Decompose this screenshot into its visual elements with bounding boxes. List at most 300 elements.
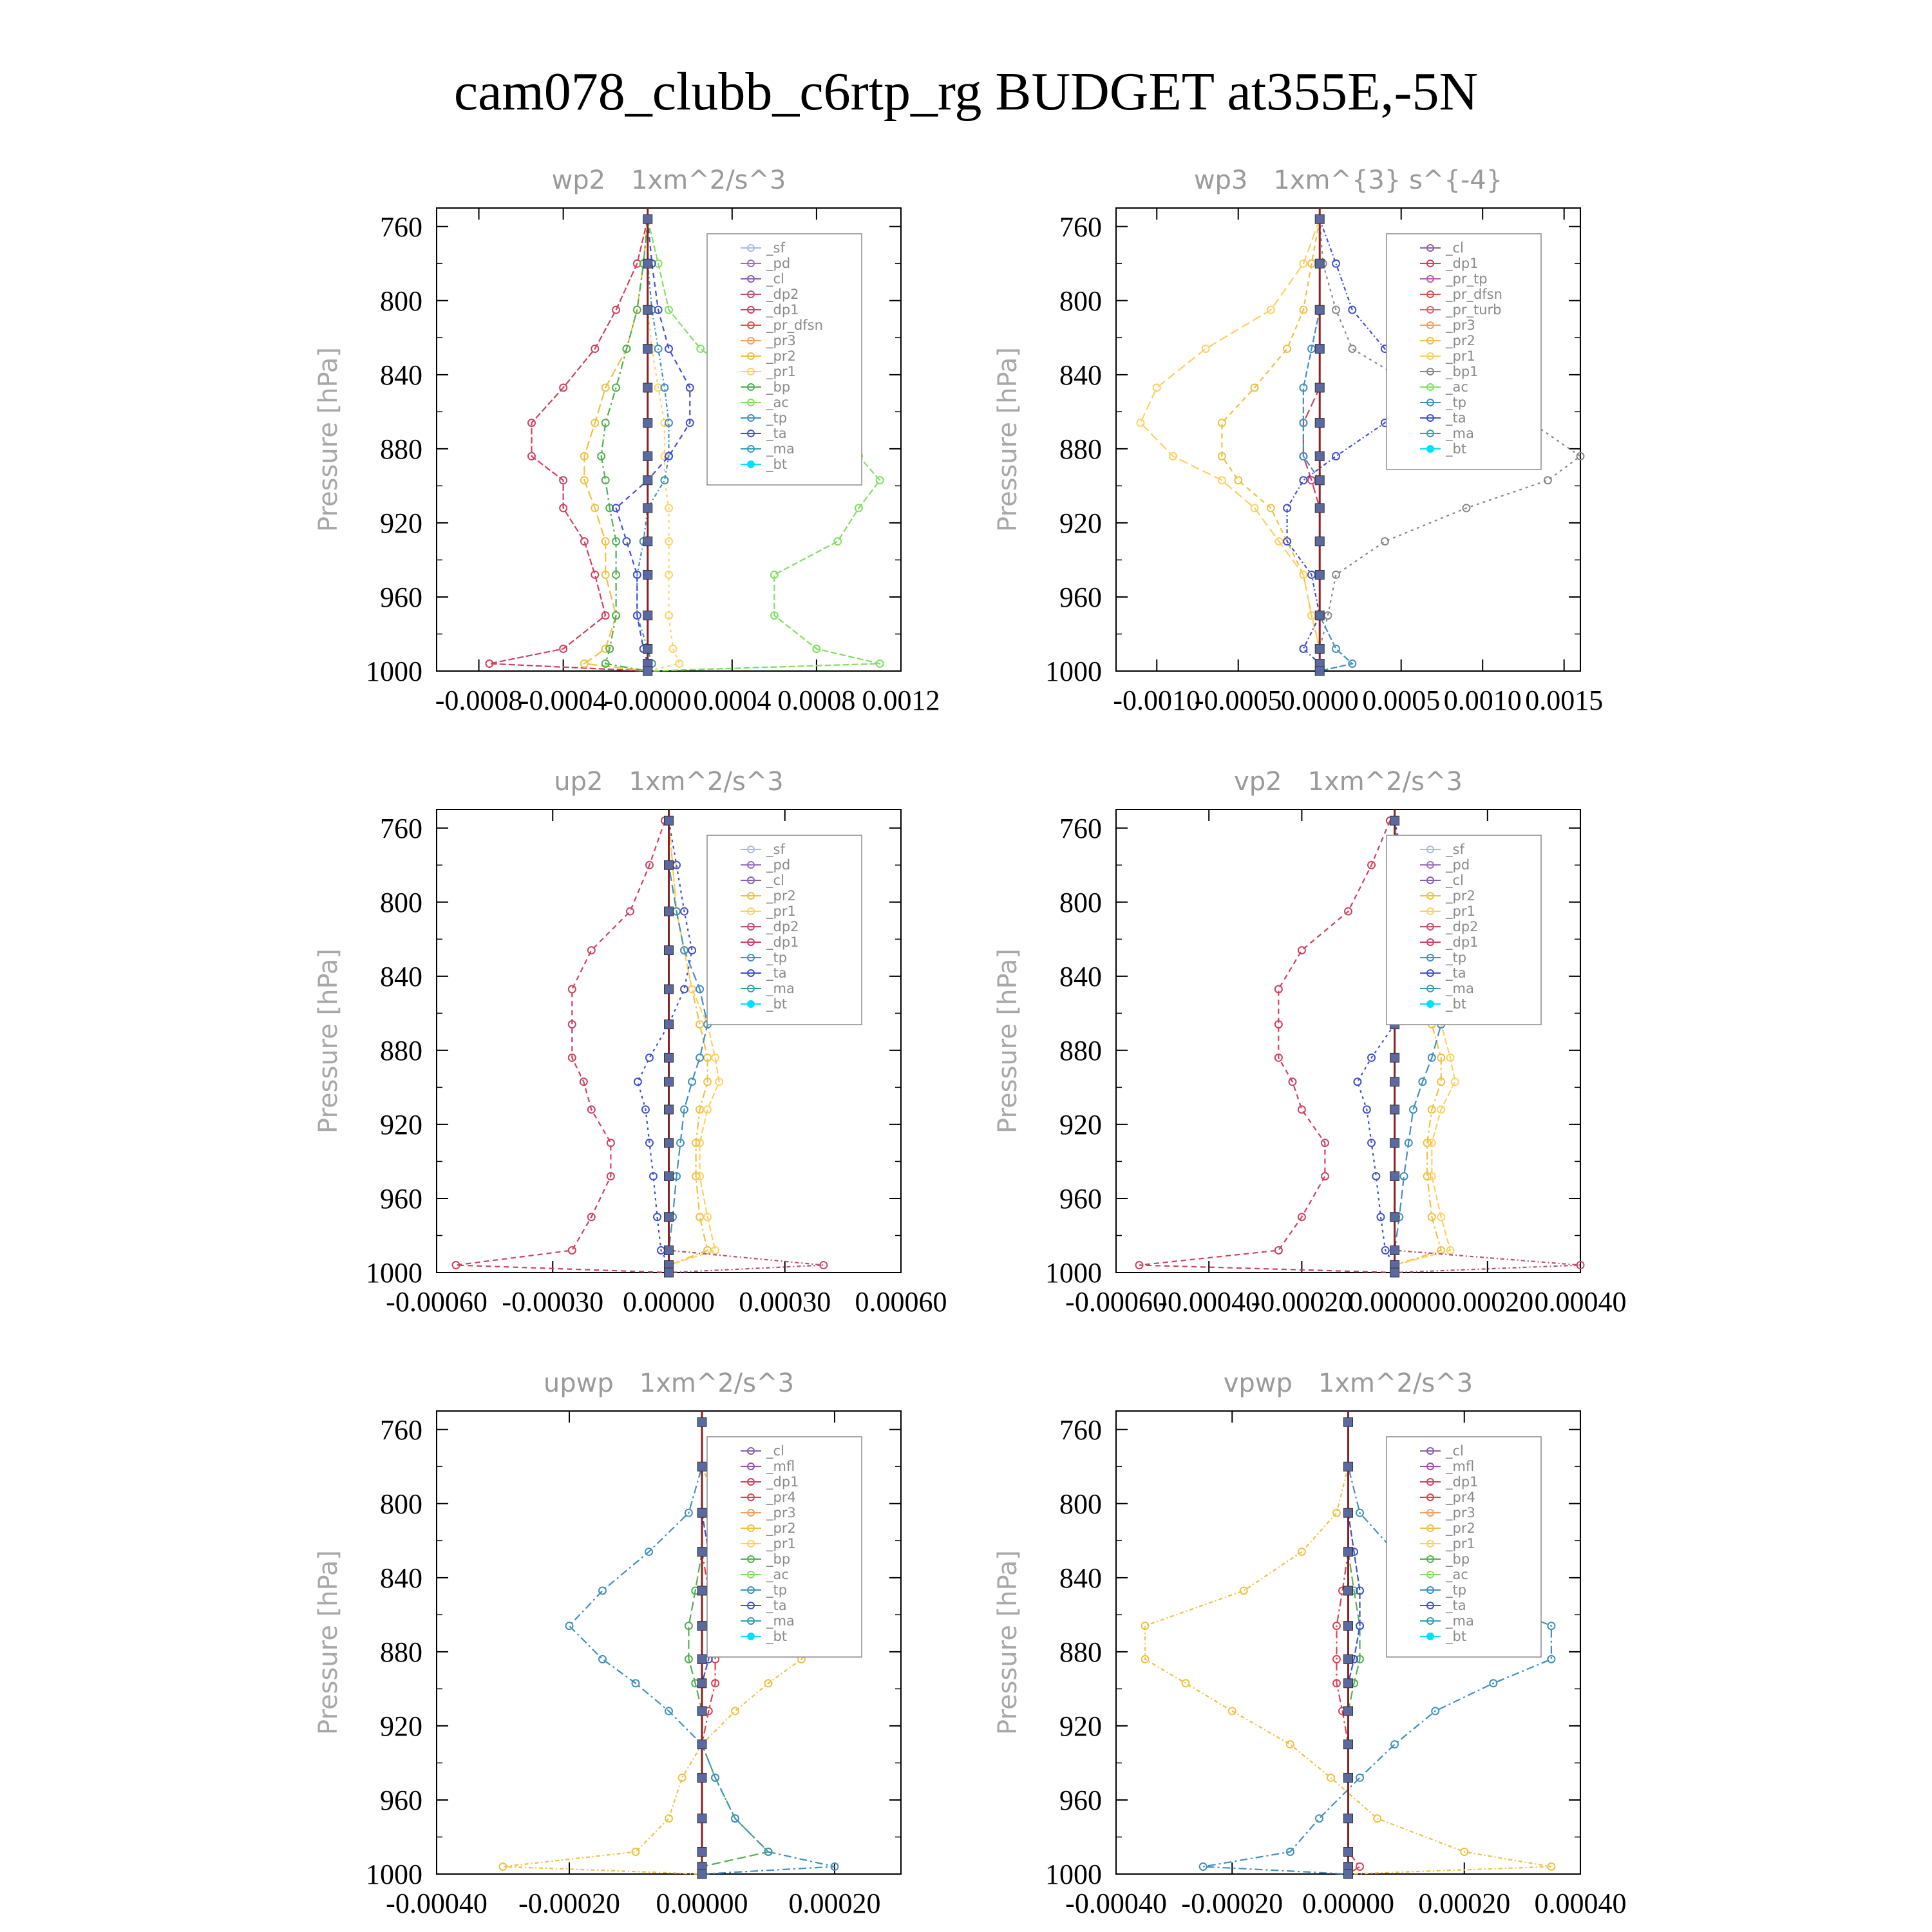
legend-entry: _dp2 — [766, 287, 799, 302]
legend-entry: _pr2 — [766, 888, 796, 904]
x-tick-label: -0.0005 — [1194, 685, 1282, 716]
legend-entry: _cl — [1446, 1443, 1464, 1459]
legend-entry: _pd — [766, 256, 791, 271]
data-point — [1548, 1656, 1555, 1663]
data-point — [1332, 260, 1340, 267]
bt-marker — [643, 214, 652, 223]
x-tick-label: -0.00060 — [1065, 1286, 1167, 1318]
data-point — [599, 1587, 606, 1594]
panel-units: 1xm^2/s^3 — [1318, 1368, 1473, 1398]
y-tick-label: 920 — [380, 1108, 422, 1141]
legend-entry: _bt — [766, 457, 788, 472]
legend-entry: _tp — [766, 1582, 788, 1598]
legend — [707, 835, 862, 1025]
series-line — [1222, 219, 1320, 671]
series-line — [648, 219, 679, 671]
legend-entry: _cl — [766, 271, 784, 287]
bt-marker — [1344, 1548, 1353, 1557]
bt-marker — [1390, 1105, 1399, 1114]
legend-entry: _pr1 — [766, 1536, 796, 1551]
data-point — [646, 1054, 653, 1061]
data-point — [1356, 1863, 1363, 1870]
series-line — [489, 219, 648, 671]
data-point — [581, 538, 588, 545]
y-tick-label: 920 — [380, 507, 422, 539]
bt-marker — [643, 504, 652, 513]
data-point — [569, 985, 576, 992]
bt-marker — [1315, 451, 1324, 460]
panel-units: 1xm^2/s^3 — [631, 166, 786, 195]
panel-variable: vpwp — [1223, 1368, 1293, 1398]
y-tick-label: 840 — [380, 960, 422, 992]
bt-marker — [665, 1268, 674, 1277]
bt-marker — [697, 1679, 706, 1688]
panel-title — [1234, 767, 1463, 797]
bt-marker — [1390, 1139, 1399, 1148]
legend-entry: _pr3 — [1446, 1505, 1475, 1520]
bt-marker — [697, 1870, 706, 1879]
legend — [1387, 835, 1541, 1025]
bt-marker — [665, 1077, 674, 1086]
bt-marker — [1390, 1053, 1399, 1062]
legend-marker — [1427, 1633, 1434, 1640]
y-tick-label: 760 — [1059, 211, 1102, 243]
data-point — [876, 477, 884, 484]
bt-marker — [643, 419, 652, 428]
bt-marker — [1315, 383, 1324, 392]
data-point — [1240, 1587, 1247, 1594]
series-line — [601, 219, 648, 671]
legend — [1387, 234, 1541, 469]
x-tick-label: -0.0000 — [603, 685, 692, 716]
y-tick-label: 840 — [1059, 1562, 1102, 1594]
data-point — [569, 1247, 576, 1254]
bt-marker — [1344, 1586, 1353, 1595]
bt-marker — [1344, 1654, 1353, 1663]
legend-entry: _sf — [766, 240, 785, 256]
data-point — [1287, 1741, 1294, 1748]
bt-marker — [665, 1213, 674, 1222]
data-point — [1391, 1741, 1398, 1748]
x-tick-label: 0.00000 — [1349, 1286, 1441, 1318]
legend-entry: _bp — [766, 1551, 791, 1567]
data-point — [1332, 453, 1340, 460]
x-tick-label: -0.0008 — [435, 685, 523, 716]
y-tick-label: 800 — [380, 886, 422, 918]
bt-marker — [1315, 476, 1324, 485]
bt-marker — [643, 451, 652, 460]
x-tick-label: -0.00060 — [386, 1286, 488, 1318]
bt-marker — [665, 1053, 674, 1062]
panel-variable: wp3 — [1193, 166, 1248, 195]
bt-marker — [1315, 611, 1324, 620]
bt-marker — [1315, 419, 1324, 428]
data-point — [1356, 1774, 1363, 1781]
y-tick-label: 960 — [1059, 1784, 1102, 1816]
panel-title — [1224, 1368, 1473, 1398]
y-tick-label: 920 — [1059, 1710, 1102, 1742]
bt-marker — [665, 1139, 674, 1148]
bt-marker — [665, 1105, 674, 1114]
bt-marker — [1344, 1814, 1353, 1823]
legend-entry: _pr2 — [766, 348, 796, 364]
legend-entry: _pr2 — [1446, 1520, 1475, 1536]
legend-entry: _ac — [766, 395, 789, 410]
x-tick-label: 0.0015 — [1525, 685, 1604, 716]
panel-title — [554, 767, 784, 797]
legend-entry: _pr2 — [1446, 333, 1475, 348]
legend-entry: _dp2 — [1446, 919, 1479, 934]
x-tick-label: 0.0012 — [862, 685, 940, 716]
x-tick-label: -0.00040 — [1158, 1286, 1260, 1318]
legend-entry: _pr_dfsn — [766, 317, 823, 333]
y-tick-label: 880 — [380, 1636, 422, 1668]
x-tick-label: 0.00040 — [1534, 1286, 1627, 1318]
data-point — [1327, 1774, 1334, 1781]
bt-marker — [1315, 537, 1324, 546]
x-tick-label: 0.0004 — [693, 685, 772, 716]
legend-entry: _bp — [1446, 1551, 1470, 1567]
legend-marker — [1427, 446, 1434, 452]
legend — [1387, 1437, 1541, 1657]
bt-marker — [697, 1548, 706, 1557]
data-point — [679, 1774, 686, 1781]
legend-entry: _bt — [1446, 996, 1467, 1012]
panel-vp2 — [993, 767, 1627, 1318]
legend-entry: _ta — [1446, 1598, 1466, 1613]
x-tick-label: -0.00040 — [1065, 1888, 1167, 1919]
y-tick-label: 840 — [1059, 359, 1102, 391]
legend-entry: _ma — [1446, 1613, 1474, 1629]
data-point — [1300, 645, 1307, 652]
bt-marker — [1344, 1870, 1353, 1879]
panel-units: 1xm^2/s^3 — [639, 1368, 795, 1398]
data-point — [1153, 384, 1160, 391]
data-point — [697, 345, 704, 352]
legend-entry: _tp — [1446, 395, 1467, 410]
y-tick-label: 880 — [380, 1034, 422, 1066]
y-tick-label: 880 — [1059, 1636, 1102, 1668]
bt-marker — [697, 1417, 706, 1426]
y-tick-label: 800 — [1059, 285, 1102, 317]
legend-entry: _bt — [766, 1629, 788, 1644]
panel-variable: up2 — [554, 767, 603, 797]
legend-entry: _dp2 — [766, 919, 799, 934]
series-line — [1141, 219, 1320, 671]
data-point — [676, 660, 683, 667]
legend-entry: _cl — [766, 1443, 784, 1459]
data-point — [1300, 477, 1307, 484]
panel-variable: wp2 — [551, 166, 606, 195]
legend-entry: _tp — [766, 950, 788, 965]
y-tick-label: 960 — [1059, 581, 1102, 613]
legend-entry: _pr1 — [766, 364, 796, 379]
bt-marker — [643, 345, 652, 354]
legend-entry: _pd — [766, 857, 791, 873]
y-tick-label: 1000 — [366, 1859, 422, 1890]
bt-marker — [1390, 1077, 1399, 1086]
legend-entry: _pr4 — [766, 1490, 796, 1505]
legend-marker — [748, 1633, 754, 1640]
data-point — [1137, 419, 1144, 426]
panel-units: 1xm^2/s^3 — [1307, 767, 1463, 797]
y-tick-label: 840 — [1059, 960, 1102, 992]
x-tick-label: 0.00000 — [656, 1888, 748, 1919]
data-point — [1202, 345, 1209, 352]
legend-entry: _dp1 — [1446, 934, 1479, 950]
legend-entry: _pr1 — [1446, 1536, 1475, 1551]
legend-entry: _pr1 — [1446, 348, 1475, 364]
panel-variable: vp2 — [1234, 767, 1282, 797]
x-tick-label: 0.0005 — [1362, 685, 1441, 716]
bt-marker — [1344, 1740, 1353, 1749]
legend-entry: _bt — [766, 996, 788, 1012]
bt-marker — [665, 907, 674, 916]
x-tick-label: -0.00020 — [1251, 1286, 1353, 1318]
legend-entry: _ac — [1446, 379, 1468, 395]
data-point — [696, 1021, 703, 1028]
y-tick-label: 960 — [1059, 1182, 1102, 1215]
bt-marker — [643, 259, 652, 268]
legend-entry: _pr_tp — [1446, 271, 1488, 287]
y-tick-label: 960 — [380, 1784, 422, 1816]
bt-marker — [665, 816, 674, 825]
bt-marker — [1315, 644, 1324, 653]
bt-marker — [697, 1462, 706, 1471]
legend-marker — [1427, 1001, 1434, 1007]
bt-marker — [643, 305, 652, 314]
bt-marker — [697, 1814, 706, 1823]
legend-entry: _mfl — [1446, 1459, 1475, 1474]
data-point — [665, 1815, 672, 1822]
data-point — [623, 538, 630, 545]
bt-marker — [643, 611, 652, 620]
bt-marker — [643, 537, 652, 546]
x-tick-label: 0.0008 — [777, 685, 856, 716]
bt-marker — [697, 1847, 706, 1856]
legend-entry: _pr3 — [766, 1505, 796, 1520]
bt-marker — [1344, 1847, 1353, 1856]
bt-marker — [1344, 1417, 1353, 1426]
legend-marker — [748, 1001, 754, 1007]
data-point — [632, 1848, 639, 1855]
bt-marker — [1315, 214, 1324, 223]
bt-marker — [665, 1245, 674, 1255]
y-tick-label: 840 — [380, 1562, 422, 1594]
series-line — [1139, 820, 1395, 1273]
y-tick-label: 1000 — [1045, 1859, 1102, 1890]
data-point — [1182, 1680, 1189, 1687]
data-point — [834, 538, 841, 545]
legend-entry: _dp1 — [766, 1474, 799, 1490]
legend-entry: _pr2 — [766, 1520, 796, 1536]
data-point — [627, 908, 634, 915]
y-tick-label: 1000 — [366, 656, 422, 687]
legend-entry: _ta — [1446, 410, 1466, 426]
legend-entry: _pr1 — [766, 904, 796, 919]
y-axis-label: Pressure [hPa] — [314, 1550, 343, 1735]
legend-entry: _ta — [766, 965, 787, 981]
bt-marker — [643, 570, 652, 579]
legend-entry: _dp1 — [766, 302, 799, 317]
bt-marker — [1344, 1622, 1353, 1631]
x-tick-label: -0.00020 — [1181, 1888, 1283, 1919]
x-tick-label: 0.00000 — [623, 1286, 715, 1318]
y-tick-label: 760 — [380, 211, 422, 243]
bt-marker — [1344, 1462, 1353, 1471]
legend-entry: _pr2 — [1446, 888, 1475, 904]
bt-marker — [665, 946, 674, 955]
legend-entry: _sf — [766, 842, 785, 857]
bt-marker — [697, 1773, 706, 1782]
legend-entry: _bp1 — [1446, 364, 1479, 379]
legend-entry: _dp1 — [1446, 1474, 1479, 1490]
bt-marker — [1315, 570, 1324, 579]
data-point — [1381, 538, 1388, 545]
legend-entry: _ma — [766, 981, 795, 996]
data-point — [1332, 645, 1340, 652]
bt-marker — [1390, 816, 1399, 825]
legend-marker — [748, 461, 754, 468]
legend-entry: _ac — [766, 1567, 789, 1582]
y-tick-label: 960 — [380, 1182, 422, 1215]
bt-marker — [665, 1020, 674, 1029]
bt-marker — [1344, 1508, 1353, 1517]
y-tick-label: 760 — [1059, 1414, 1102, 1446]
legend-entry: _dp1 — [766, 934, 799, 950]
data-point — [1316, 1815, 1323, 1822]
y-axis-label: Pressure [hPa] — [314, 949, 343, 1133]
legend-entry: _cl — [1446, 240, 1464, 256]
bt-marker — [665, 1171, 674, 1180]
x-tick-label: 0.00020 — [788, 1888, 881, 1919]
bt-marker — [1390, 1268, 1399, 1277]
y-tick-label: 800 — [1059, 886, 1102, 918]
panel-up2 — [314, 767, 947, 1318]
legend-entry: _pd — [1446, 857, 1470, 873]
bt-marker — [643, 476, 652, 485]
data-point — [1275, 1247, 1282, 1254]
bt-marker — [1390, 1171, 1399, 1180]
bt-marker — [1315, 305, 1324, 314]
panel-wp2 — [314, 166, 940, 716]
data-point — [1251, 504, 1258, 511]
x-tick-label: 0.00020 — [1418, 1888, 1511, 1919]
bt-marker — [1344, 1679, 1353, 1688]
data-point — [1354, 1078, 1361, 1085]
x-tick-label: 0.00020 — [1441, 1286, 1534, 1318]
y-axis-label: Pressure [hPa] — [993, 949, 1023, 1133]
y-tick-label: 880 — [1059, 1034, 1102, 1066]
data-point — [732, 1707, 739, 1714]
legend-entry: _sf — [1446, 842, 1464, 857]
legend-entry: _ma — [766, 441, 795, 457]
legend-entry: _tp — [1446, 950, 1467, 965]
legend-entry: _cl — [1446, 873, 1464, 888]
data-point — [1283, 345, 1291, 352]
y-tick-label: 800 — [380, 1488, 422, 1520]
y-axis-label: Pressure [hPa] — [993, 347, 1023, 532]
data-point — [1298, 947, 1305, 954]
bt-marker — [665, 985, 674, 994]
bt-marker — [697, 1654, 706, 1663]
data-point — [1410, 1106, 1417, 1113]
legend-entry: _ma — [1446, 981, 1474, 996]
legend-entry: _ta — [766, 426, 787, 441]
panel-wp3 — [993, 166, 1603, 716]
y-axis-label: Pressure [hPa] — [314, 347, 343, 532]
bt-marker — [1390, 1245, 1399, 1255]
y-tick-label: 800 — [1059, 1488, 1102, 1520]
bt-marker — [697, 1586, 706, 1595]
legend-entry: _ma — [766, 1613, 795, 1629]
panel-title — [552, 166, 786, 195]
panel-units: 1xm^{3} s^{-4} — [1273, 166, 1503, 195]
x-tick-label: 0.00000 — [1302, 1888, 1394, 1919]
bt-marker — [1315, 504, 1324, 513]
legend-entry: _ta — [766, 1598, 787, 1613]
y-tick-label: 880 — [1059, 433, 1102, 465]
x-tick-label: -0.00030 — [502, 1286, 604, 1318]
legend-entry: _ac — [1446, 1567, 1468, 1582]
y-tick-label: 760 — [1059, 812, 1102, 844]
panel-variable: upwp — [543, 1368, 614, 1398]
series-line — [456, 820, 669, 1273]
legend — [707, 234, 862, 485]
data-point — [1321, 1173, 1329, 1180]
bt-marker — [697, 1740, 706, 1749]
x-tick-label: -0.0010 — [1113, 685, 1201, 716]
bt-marker — [1390, 1213, 1399, 1222]
x-tick-label: 0.00040 — [1534, 1888, 1627, 1919]
legend-entry: _pr_turb — [1446, 302, 1502, 317]
legend-entry: _mfl — [766, 1459, 795, 1474]
y-tick-label: 880 — [380, 433, 422, 465]
panel-units: 1xm^2/s^3 — [629, 767, 784, 797]
legend-entry: _pr1 — [1446, 904, 1475, 919]
legend-entry: _ta — [1446, 965, 1466, 981]
legend-entry: _ma — [1446, 426, 1474, 441]
y-tick-label: 760 — [380, 812, 422, 844]
y-tick-label: 1000 — [366, 1257, 422, 1289]
y-tick-label: 1000 — [1045, 656, 1102, 687]
panel-upwp — [314, 1368, 901, 1919]
legend-entry: _dp1 — [1446, 256, 1479, 271]
y-tick-label: 960 — [380, 581, 422, 613]
x-tick-label: 0.00060 — [855, 1286, 947, 1318]
legend — [707, 1437, 862, 1657]
legend-entry: _pr4 — [1446, 1490, 1475, 1505]
data-point — [1298, 1106, 1305, 1113]
legend-entry: _bt — [1446, 441, 1467, 457]
data-point — [599, 1656, 606, 1663]
legend-entry: _bt — [1446, 1629, 1467, 1644]
figure-title: cam078_clubb_c6rtp_rg BUDGET at355E,-5N — [453, 62, 1479, 122]
legend-entry: _pr3 — [766, 333, 796, 348]
legend-entry: _tp — [1446, 1582, 1467, 1598]
x-tick-label: 0.0000 — [1280, 685, 1359, 716]
y-tick-label: 800 — [380, 285, 422, 317]
legend-entry: _pr3 — [1446, 317, 1475, 333]
data-point — [1349, 345, 1356, 352]
panel-title — [544, 1368, 794, 1398]
y-tick-label: 760 — [380, 1414, 422, 1446]
x-tick-label: -0.00040 — [386, 1888, 488, 1919]
series-line — [616, 219, 690, 671]
legend-entry: _cl — [766, 873, 784, 888]
legend-entry: _bp — [766, 379, 791, 395]
bt-marker — [1344, 1773, 1353, 1782]
